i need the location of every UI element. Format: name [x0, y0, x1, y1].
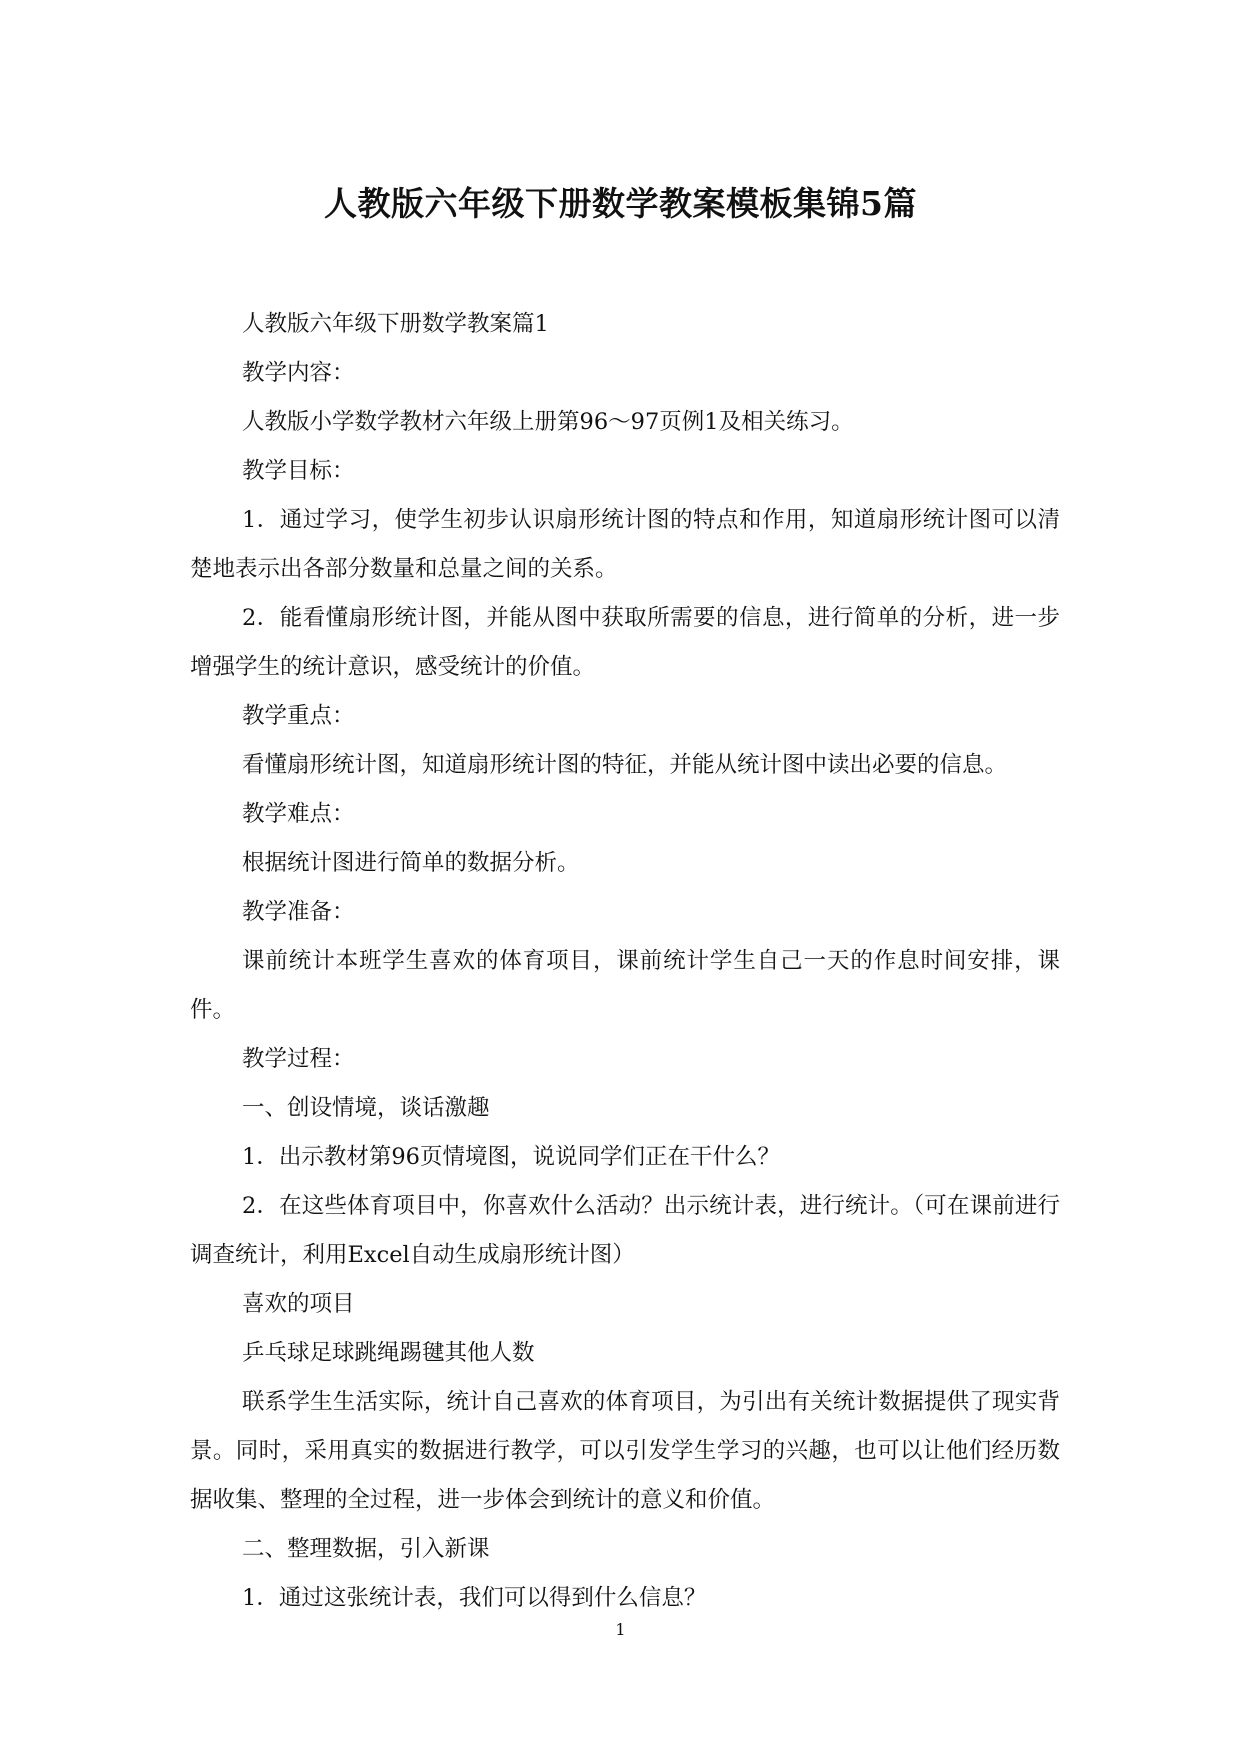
paragraph-preparation-label: 教学准备： — [242, 899, 355, 925]
document-body — [190, 300, 1060, 1623]
paragraph-step-two-item-1: 1．通过这张统计表，我们可以得到什么信息？ — [242, 1585, 707, 1611]
paragraph-favorite-items-label: 喜欢的项目 — [242, 1291, 355, 1317]
paragraph-preparation: 课前统计本班学生喜欢的体育项目，课前统计学生自己一天的作息时间安排，课件。 — [190, 948, 1060, 1023]
document-title: 人教版六年级下册数学教案模板集锦5篇 — [324, 184, 917, 223]
paragraph-step-one-item-2: 2．在这些体育项目中，你喜欢什么活动？出示统计表，进行统计。（可在课前进行调查统计，利用Excel自动生成扇形统计图） — [190, 1193, 1060, 1268]
paragraph-step-one-heading: 一、创设情境，谈话激趣 — [242, 1095, 490, 1121]
paragraph-context-note: 联系学生生活实际，统计自己喜欢的体育项目，为引出有关统计数据提供了现实背景。同时，采用真实的数据进行教学，可以引发学生学习的兴趣，也可以让他们经历数据收集、整理的全过程，进一步体会到统计的意义和价值。 — [190, 1389, 1060, 1513]
paragraph-favorite-items-list: 乒乓球足球跳绳踢毽其他人数 — [242, 1340, 535, 1366]
paragraph-teaching-content: 人教版小学数学教材六年级上册第96～97页例1及相关练习。 — [242, 409, 854, 435]
paragraph-step-two-heading: 二、整理数据，引入新课 — [242, 1536, 490, 1562]
paragraph-step-one-item-1: 1．出示教材第96页情境图，说说同学们正在干什么？ — [242, 1144, 780, 1170]
paragraph-process-label: 教学过程： — [242, 1046, 355, 1072]
paragraph-teaching-content-label: 教学内容： — [242, 360, 355, 386]
paragraph-goal-1: 1．通过学习，使学生初步认识扇形统计图的特点和作用，知道扇形统计图可以清楚地表示出各部分数量和总量之间的关系。 — [190, 507, 1060, 582]
paragraph-teaching-goals-label: 教学目标： — [242, 458, 355, 484]
paragraph-section-heading: 人教版六年级下册数学教案篇1 — [242, 311, 549, 337]
paragraph-key-points: 看懂扇形统计图，知道扇形统计图的特征，并能从统计图中读出必要的信息。 — [242, 752, 1008, 778]
paragraph-key-points-label: 教学重点： — [242, 703, 355, 729]
paragraph-goal-2: 2．能看懂扇形统计图，并能从图中获取所需要的信息，进行简单的分析，进一步增强学生的统计意识，感受统计的价值。 — [190, 605, 1060, 680]
page-number: 1 — [615, 1620, 626, 1639]
paragraph-difficulties: 根据统计图进行简单的数据分析。 — [242, 850, 580, 876]
paragraph-difficulties-label: 教学难点： — [242, 801, 355, 827]
